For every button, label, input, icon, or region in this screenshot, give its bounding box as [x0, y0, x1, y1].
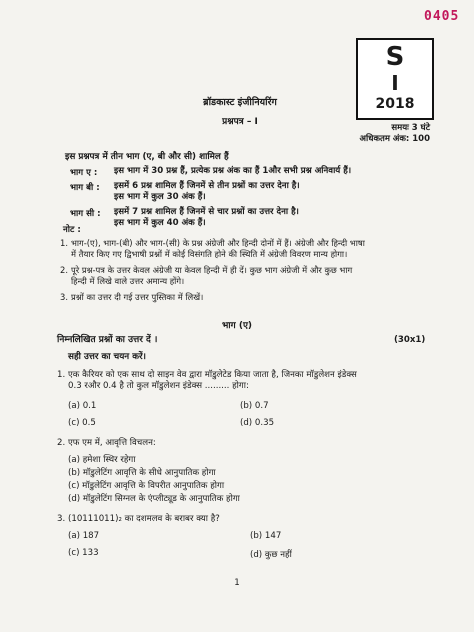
- part-c-text: [114, 207, 434, 229]
- option-text: हमेशा स्थिर रहेगा: [82, 455, 136, 465]
- option-a: [68, 531, 99, 541]
- option-a: [68, 453, 136, 465]
- section-title: भाग (ए): [221, 321, 253, 331]
- part-c-label: भाग सी :: [70, 209, 101, 219]
- question-number: 1.: [57, 370, 66, 380]
- code-year: 2018: [375, 96, 415, 112]
- note-line: में तैयार किए गए द्विभाषी प्रश्नों में कोई विसंगति होने की स्थिति में अंग्रेजी विवरण मान्य होगा।: [71, 249, 348, 259]
- option-d: [240, 418, 274, 428]
- paper-code-box: [356, 38, 434, 120]
- option-c: [68, 479, 224, 491]
- question-text: [68, 370, 357, 392]
- note-number: 2.: [60, 265, 68, 275]
- note-item: [71, 238, 446, 260]
- question-number: 3.: [57, 514, 66, 524]
- part-b-text: [114, 181, 434, 203]
- note-line: प्रश्नों का उत्तर दी गई उत्तर पुस्तिका में लिखें।: [71, 292, 204, 302]
- note-item: [71, 292, 446, 303]
- option-text: 0.35: [254, 418, 275, 428]
- option-label: (d): [240, 418, 253, 428]
- option-label: (a): [68, 455, 80, 465]
- question-text: [68, 514, 220, 525]
- option-label: (d): [250, 550, 263, 560]
- intro-text: इस प्रश्नपत्र में तीन भाग (ए, बी और सी) शामिल हैं: [65, 152, 229, 162]
- note-line: भाग-(ए), भाग-(बी) और भाग-(सी) के प्रश्न अंग्रेजी और हिन्दी दोनों में हैं। अंग्रेजी और हिन्दी भाषा: [71, 238, 365, 248]
- page-number: 1: [234, 578, 240, 588]
- option-label: (d): [68, 494, 81, 504]
- part-b-line: इस भाग में कुल 30 अंक हैं।: [114, 192, 206, 202]
- option-b: [250, 531, 281, 541]
- option-label: (a): [68, 401, 80, 411]
- question-text: [68, 438, 156, 449]
- note-item: [71, 265, 446, 287]
- option-text: मॉडुलेटिंग आवृत्ति के विपरीत आनुपातिक होगा: [82, 481, 225, 491]
- paper-title: प्रश्नपत्र – I: [222, 117, 258, 127]
- option-d: [250, 548, 292, 560]
- question-line: 0.3 रऔर 0.4 है तो कुल मॉडुलेशन इंडेक्स ......... होगा:: [68, 381, 249, 391]
- part-a-text: [114, 166, 434, 177]
- max-marks: अधिकतम अंक: 100: [359, 134, 430, 144]
- exam-time: समयः 3 घंटे: [391, 123, 430, 133]
- option-text: मॉडुलेटिंग आवृत्ति के सीधे आनुपातिक होगा: [82, 468, 216, 478]
- option-text: कुछ नहीं: [264, 550, 292, 560]
- option-text: मॉडुलेटिंग सिग्नल के एंप्लीट्यूड के आनुपातिक होगा: [82, 494, 240, 504]
- option-label: (c): [68, 481, 80, 491]
- option-b: [240, 401, 269, 411]
- section-marks: (30x1): [394, 335, 426, 345]
- option-label: (a): [68, 531, 80, 541]
- part-c-line: इस भाग में कुल 40 अंक हैं।: [114, 218, 206, 228]
- question-number: 2.: [57, 438, 66, 448]
- question-line: (10111011)₂ का दशमलव के बराबर क्या है?: [68, 514, 220, 524]
- section-instruction-2: सही उत्तर का चयन करें।: [68, 352, 146, 362]
- code-letter: S: [385, 42, 405, 72]
- notes-title: नोट :: [63, 225, 81, 235]
- question-line: एक कैरियर को एक साथ दो साइन वेव द्वारा मॉडुलेटेड किया जाता है, जिनका मॉडुलेशन इंडेक्स: [68, 370, 357, 380]
- note-number: 1.: [60, 238, 68, 248]
- part-c-line: इसमें 7 प्रश्न शामिल हैं जिनमें से चार प्रश्नों का उत्तर देना है।: [114, 207, 299, 217]
- option-text: 0.7: [254, 401, 269, 411]
- part-a-label: भाग ए :: [70, 168, 98, 178]
- option-label: (b): [250, 531, 263, 541]
- option-c: [68, 418, 96, 428]
- option-a: [68, 401, 96, 411]
- note-line: पूरे प्रश्न-पत्र के उत्तर केवल अंग्रेजी या केवल हिन्दी में ही दें। कुछ भाग अंग्रेजी में और कुछ भाग: [71, 265, 353, 275]
- note-number: 3.: [60, 292, 68, 302]
- part-b-line: इसमें 6 प्रश्न शामिल हैं जिनमें से तीन प्रश्नों का उत्तर देना है।: [114, 181, 300, 191]
- question-line: एफ एम में, आवृत्ति विचलन:: [68, 438, 156, 448]
- option-label: (c): [68, 548, 80, 558]
- subject-title: ब्रॉडकास्ट इंजीनियरिंग: [203, 97, 277, 108]
- part-b-label: भाग बी :: [70, 183, 100, 193]
- option-label: (b): [68, 468, 81, 478]
- option-text: 0.1: [82, 401, 97, 411]
- option-text: 147: [264, 531, 282, 541]
- option-label: (c): [68, 418, 80, 428]
- option-text: 187: [82, 531, 100, 541]
- note-line: हिन्दी में लिखे वाले उत्तर अमान्य होंगे।: [71, 276, 185, 286]
- section-instruction: निम्नलिखित प्रश्नों का उत्तर दें ।: [57, 335, 158, 345]
- option-text: 133: [82, 548, 99, 558]
- option-d: [68, 492, 240, 504]
- option-text: 0.5: [82, 418, 96, 428]
- option-b: [68, 466, 216, 478]
- code-roman: I: [391, 71, 399, 95]
- option-c: [68, 548, 99, 558]
- serial-number-stamp: 0405: [424, 9, 460, 24]
- part-a-line: इस भाग में 30 प्रश्न हैं, प्रत्येक प्रश्न अंक का हैं 1और सभी प्रश्न अनिवार्य हैं।: [114, 166, 352, 176]
- option-label: (b): [240, 401, 253, 411]
